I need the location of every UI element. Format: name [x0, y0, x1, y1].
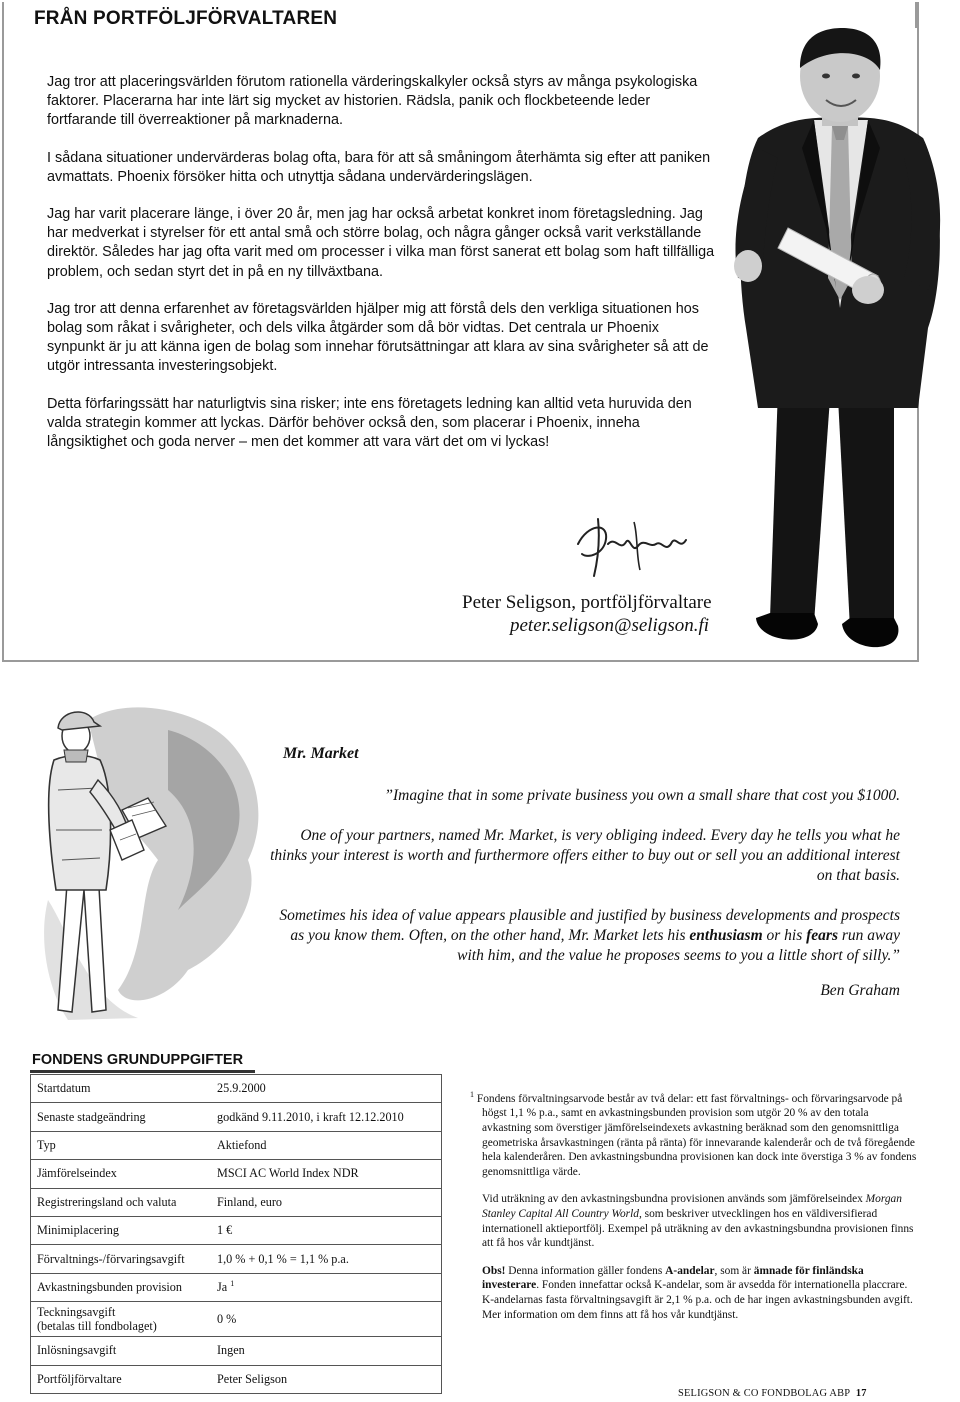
signature-name: Peter Seligson, portföljförvaltare [462, 592, 712, 613]
table-row [31, 1103, 442, 1131]
footnote-text: Vid uträkning av den avkastningsbundna provisionen används som jämförelseindex [482, 1193, 866, 1206]
footnote-text: . Fonden innefattar också K-andelar, som är avsedda för internationella placcrare. K-andelarnas fasta förvaltningsavgift är 2,1 % p.a. och de har ingen avkastningsbunden avgift. Mer information om dem finns att få hos vår kundtjänst. [482, 1279, 913, 1321]
row-value [211, 1273, 442, 1301]
row-label: Typ [31, 1131, 212, 1159]
row-label: Startdatum [31, 1075, 212, 1103]
row-value: 0 % [211, 1302, 442, 1337]
row-value: MSCI AC World Index NDR [211, 1160, 442, 1188]
footnote-text: , som är [714, 1264, 754, 1277]
page-footer [678, 1388, 867, 1399]
footnote-ref: 1 [230, 1279, 235, 1289]
quote-text: Sometimes his idea of value appears plausible and justified by business developments and prospects as you know them. Often, on the other hand, Mr. Market lets his [279, 907, 900, 944]
table-row [31, 1075, 442, 1103]
box-corner [915, 2, 917, 28]
mr-market-quote [270, 786, 900, 986]
row-label [31, 1302, 212, 1337]
row-label: Förvaltnings-/förvaringsavgift [31, 1245, 212, 1273]
footnote-text: Fondens förvaltningsarvode består av två delar: ett fast förvaltnings- och förvaringsarvode på högst 1,1 % p.a., samt en avkastningsbunden provision som utgör 20 % av den totala avkastning som överstiger jämförelseindexets avkastning beräknad som den genomsnittliga geometriska årsavkastningen (ränta på ränta) för innevarande kalenderår och de två föregående hela kalenderåren. Den avkastningsbundna provisionen kan dock inte överstiga 3 % av fondens genomsnittliga värde. [476, 1092, 917, 1178]
page-number: 17 [855, 1388, 867, 1399]
row-value: 1,0 % + 0,1 % = 1,1 % p.a. [211, 1245, 442, 1273]
fund-facts-table [30, 1074, 442, 1394]
row-sublabel: (betalas till fondbolaget) [37, 1319, 157, 1334]
paragraph-4: Jag tror att denna erfarenhet av företagsvärlden hjälper mig att förstå dels den verkliga situationen hos bolag som råkat i svårigheter, och dels vilka åtgärder som då bör vidtas. Det centrala ur Phoenix synpunkt är ju att känna igen de bolag som innehar förutsättningar att klara av sina svårigheter så att de utgör intressanta investeringsobjekt. [47, 300, 709, 375]
table-row [31, 1131, 442, 1159]
table-row [31, 1365, 442, 1393]
footnote-paragraph-2 [470, 1192, 920, 1250]
table-row [31, 1273, 442, 1301]
quote-paragraph-1: ”Imagine that in some private business you own a small share that cost you $1000. [384, 787, 900, 804]
fund-facts-heading: FONDENS GRUNDUPPGIFTER [32, 1052, 244, 1068]
table-row [31, 1337, 442, 1365]
paragraph-2: I sådana situationer undervärderas bolag ofta, bara för att så småningom återhämta sig efter att paniken avmattats. Phoenix försöker hitta och utnyttja sådana undervärderingslägen. [47, 149, 711, 185]
mr-market-illustration [28, 700, 268, 1030]
footnote-marker: 1 [470, 1090, 474, 1099]
row-value: Peter Seligson [211, 1365, 442, 1393]
row-label: Jämförelseindex [31, 1160, 212, 1188]
footnote-text: som beskriver utvecklingen hos en väldiversifierad internationell aktieportfölj. Exempel på uträkning av den avkastningsbundna provisionen finns att få hos vår kundtjänst. [482, 1207, 914, 1250]
notice-label: Obs! [482, 1264, 506, 1277]
row-value: Aktiefond [211, 1131, 442, 1159]
emphasis-a-shares: A-andelar [665, 1264, 715, 1277]
quote-emphasis-enthusiasm: enthusiasm [689, 927, 763, 944]
handwritten-signature [568, 514, 698, 584]
footnote-1 [470, 1088, 920, 1179]
section-heading: FRÅN PORTFÖLJFÖRVALTAREN [34, 8, 338, 29]
paragraph-3: Jag har varit placerare länge, i över 20 år, men jag har också arbetat konkret inom företagsledning. Jag har medverkat i styrelser för ett antal små och större bolag, och några gånger också varit verkställande direktör. Således har jag ofta varit med om processer i vilka man först sanerat ett bolag som haft tillfälliga problem, och sedan styrt det in på en ny tillväxtbana. [47, 206, 715, 280]
row-value: 1 € [211, 1216, 442, 1244]
row-value: 25.9.2000 [211, 1075, 442, 1103]
heading-rule [30, 1070, 255, 1073]
table-row [31, 1216, 442, 1244]
row-value: Ingen [211, 1337, 442, 1365]
footnote-paragraph-3 [470, 1264, 920, 1322]
quote-author: Ben Graham [820, 982, 900, 999]
quote-paragraph-2: One of your partners, named Mr. Market, is very obliging indeed. Every day he tells you what he thinks your interest is worth and furthermore offers either to buy out or sell you an additional interest on that basis. [270, 827, 900, 884]
signature-email: peter.seligson@seligson.fi [510, 615, 710, 636]
table-row [31, 1160, 442, 1188]
quote-text: run away with him, and the value he proposes seems to you a little short of silly.” [457, 927, 900, 964]
paragraph-1: Jag tror att placeringsvärlden förutom rationella värderingskalkyler också styrs av många psykologiska faktorer. Placerarna har inte lärt sig mycket av historien. Rädsla, panik och flockbeteende leder fortfarande till överreaktioner på marknaderna. [47, 74, 698, 129]
benchmark-name: Morgan Stanley Capital All Country World, [482, 1193, 902, 1220]
row-label-text: Teckningsavgift [37, 1305, 116, 1320]
table-row [31, 1188, 442, 1216]
row-label: Senaste stadgeändring [31, 1103, 212, 1131]
paragraph-5: Detta förfaringssätt har naturligtvis sina risker; inte ens företagets ledning kan alltid veta huruvida den valda strategin kommer att lyckas. Därför behöver också den, som placerar i Phoenix, inneha långsiktighet och goda nerver – men det kommer att vara värt det om vi lyckas! [47, 395, 692, 451]
portrait-photo [718, 28, 958, 668]
quote-emphasis-fears: fears [806, 927, 838, 944]
row-value: godkänd 9.11.2010, i kraft 12.12.2010 [211, 1103, 442, 1131]
quote-text: or his [762, 927, 807, 944]
row-label: Avkastningsbunden provision [31, 1273, 212, 1301]
quote-paragraph-3 [270, 906, 900, 966]
footer-company: SELIGSON & CO FONDBOLAG ABP [678, 1388, 851, 1399]
footnotes [470, 1088, 920, 1335]
mr-market-title: Mr. Market [283, 745, 359, 762]
table-row [31, 1302, 442, 1337]
table-row [31, 1245, 442, 1273]
row-value: Finland, euro [211, 1188, 442, 1216]
row-label: Registreringsland och valuta [31, 1188, 212, 1216]
row-label: Minimiplacering [31, 1216, 212, 1244]
footnote-text: Denna information gäller fondens [505, 1264, 666, 1277]
portfolio-manager-text [47, 73, 717, 470]
row-label: Inlösningsavgift [31, 1337, 212, 1365]
row-label: Portföljförvaltare [31, 1365, 212, 1393]
row-value-text: Ja [217, 1280, 228, 1295]
emphasis-finnish-investors: ämnade för finländska investerare [482, 1264, 864, 1292]
